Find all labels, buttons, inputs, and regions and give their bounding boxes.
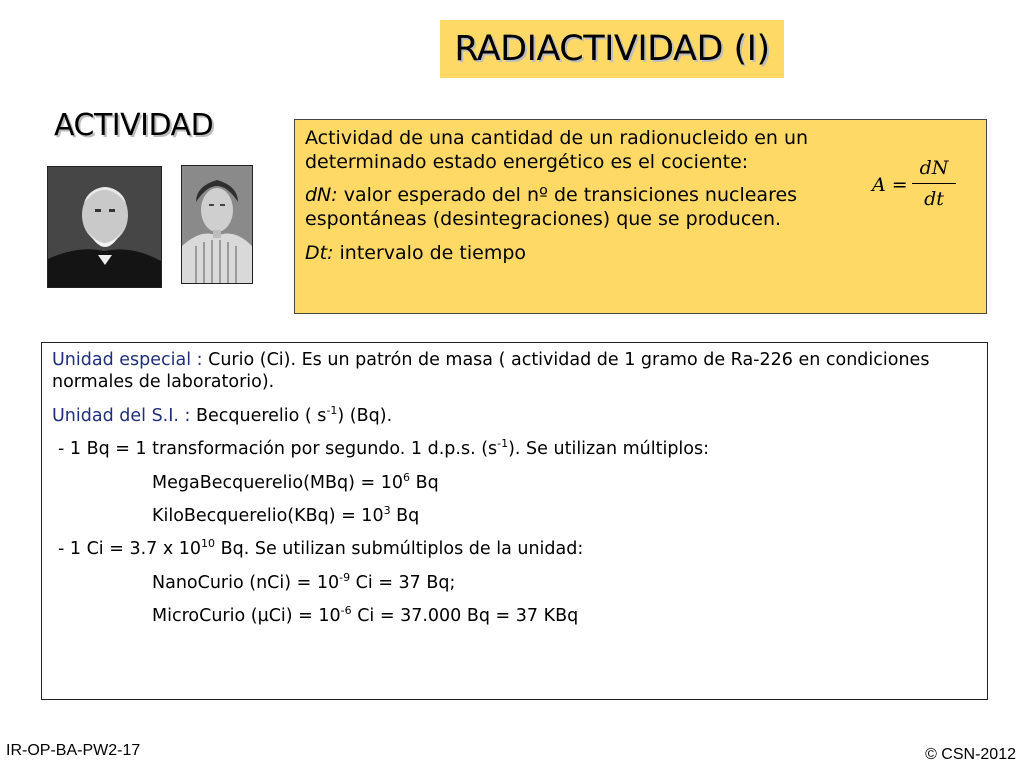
dt-text: intervalo de tiempo xyxy=(333,241,527,264)
special-unit-paragraph xyxy=(52,349,977,394)
activity-definition xyxy=(305,126,865,174)
mega-unit: Bq xyxy=(410,472,439,493)
bq-definition-line xyxy=(52,438,977,460)
activity-formula xyxy=(872,157,962,217)
micro-unit: Ci = 37.000 Bq = 37 KBq xyxy=(351,606,579,627)
section-heading: ACTIVIDAD xyxy=(54,108,214,143)
formula-denominator: dt xyxy=(924,188,944,210)
footer-code: IR-OP-BA-PW2-17 xyxy=(6,742,141,759)
micro-line xyxy=(52,605,977,627)
slide-title-text: RADIACTIVIDAD (I) xyxy=(454,29,770,69)
dn-term: dN: xyxy=(305,184,338,207)
nano-unit: Ci = 37 Bq; xyxy=(350,572,456,593)
dn-text: valor esperado del nº de transiciones nucleares espontáneas (desintegraciones) que se producen. xyxy=(305,184,798,231)
kilo-exponent: 3 xyxy=(383,503,391,517)
si-exponent: -1 xyxy=(326,403,338,417)
ci-definition-line xyxy=(52,538,977,560)
nano-text: NanoCurio (nCi) = 10 xyxy=(152,572,340,593)
portrait-woman-icon xyxy=(181,165,253,284)
mega-text: MegaBecquerelio(MBq) = 10 xyxy=(152,472,403,493)
micro-exponent: -6 xyxy=(340,604,352,618)
mega-exponent: 6 xyxy=(403,470,410,484)
nano-line xyxy=(52,572,977,594)
fraction-bar xyxy=(912,183,956,184)
bq-line-text-end: ). Se utilizan múltiplos: xyxy=(508,439,710,460)
activity-text: de una cantidad de un radionucleido en un determinado estado energético es el cociente: xyxy=(305,127,809,174)
bq-exponent: -1 xyxy=(497,437,509,451)
formula-fraction xyxy=(912,157,956,210)
ci-line-text-end: Bq. Se utilizan submúltiplos de la unidad: xyxy=(215,539,584,560)
portrait-bearded-man-icon xyxy=(47,166,162,288)
dn-definition xyxy=(305,183,865,231)
dt-term: Dt: xyxy=(305,241,334,264)
micro-text: MicroCurio (µCi) = 10 xyxy=(152,606,341,627)
mega-line xyxy=(52,472,977,494)
dt-definition xyxy=(305,241,976,265)
ci-exponent: 10 xyxy=(201,537,216,551)
ci-line-text: - 1 Ci = 3.7 x 10 xyxy=(58,539,202,560)
formula-numerator: dN xyxy=(919,157,949,179)
kilo-unit: Bq xyxy=(390,505,420,526)
activity-term: Actividad xyxy=(305,127,394,149)
special-unit-label: Unidad especial : xyxy=(52,350,203,370)
nano-exponent: -9 xyxy=(339,570,351,584)
si-unit-label: Unidad del S.I. : xyxy=(52,405,191,426)
formula-lhs: A = xyxy=(872,174,908,196)
bq-line-text: - 1 Bq = 1 transformación por segundo. 1 d.p.s. (s xyxy=(58,439,498,460)
footer-copyright: © CSN-2012 xyxy=(925,746,1016,763)
slide-title xyxy=(440,20,784,78)
kilo-line xyxy=(52,505,977,527)
kilo-text: KiloBecquerelio(KBq) = 10 xyxy=(152,505,384,526)
units-box xyxy=(41,342,988,700)
si-unit-paragraph xyxy=(52,405,977,427)
si-unit-text-end: ) (Bq). xyxy=(337,405,393,426)
special-unit-text: Curio (Ci). Es un patrón de masa ( actividad de 1 gramo de Ra-226 en condiciones normales de laboratorio). xyxy=(52,350,930,393)
si-unit-text: Becquerelio ( s xyxy=(190,405,327,426)
